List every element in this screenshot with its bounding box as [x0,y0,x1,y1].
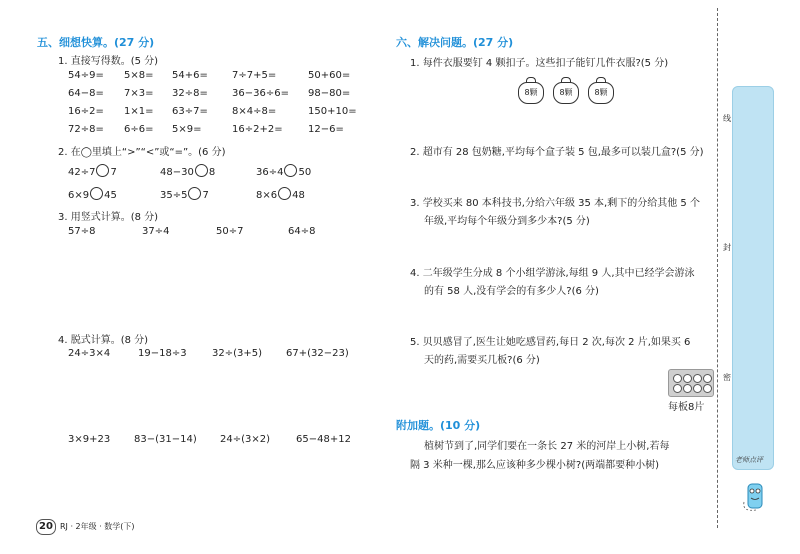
seal-label-feng: 封 [723,243,731,252]
compare-left: 42÷7 [68,167,96,178]
page-number: 20 [36,519,56,535]
step-item: 32÷(3+5) [212,348,263,359]
pill-icon [703,374,712,383]
mascot-icon [742,478,768,516]
oral-item: 98−80= [308,88,351,99]
vertical-item: 37÷4 [142,226,170,237]
step-item: 24÷3×4 [68,348,111,359]
answer-circle[interactable] [90,187,103,200]
bonus-line1: 植树节到了,同学们要在一条长 27 米的河岸上小树,若每 [424,441,670,452]
oral-item: 8×4÷8= [232,106,277,117]
oral-item: 72÷8= [68,124,104,135]
compare-right: 48 [292,190,305,201]
pill-icon [693,384,702,393]
answer-circle[interactable] [284,164,297,177]
vertical-item: 57÷8 [68,226,96,237]
problem-4-line1: 4. 二年级学生分成 8 个小组学游泳,每组 9 人,其中已经学会游泳 [410,268,695,279]
answer-circle[interactable] [96,164,109,177]
bag-label: 8颗 [594,88,608,97]
step-item: 3×9+23 [68,434,111,445]
step-item: 67+(32−23) [286,348,349,359]
step-item: 19−18÷3 [138,348,187,359]
oral-item: 32÷8= [172,88,208,99]
teacher-comment-label: 老师点评 [735,456,763,464]
oral-item: 5×9= [172,124,202,135]
pill-icon [673,384,682,393]
compare-right: 7 [202,190,209,201]
pill-icon [703,384,712,393]
oral-item: 16÷2+2= [232,124,283,135]
section-5-title: 五、细想快算。(27 分) [37,36,155,49]
compare-right: 50 [298,167,312,178]
answer-circle[interactable] [195,164,208,177]
teacher-comment-panel [732,86,774,470]
oral-item: 63÷7= [172,106,208,117]
button-bag-icon [518,82,544,104]
pill-icon [683,384,692,393]
compare-left: 6×9 [68,190,90,201]
answer-circle[interactable] [278,187,291,200]
q1-title: 1. 直接写得数。(5 分) [58,56,159,67]
problem-3-line1: 3. 学校买来 80 本科技书,分给六年级 35 本,剩下的分给其他 5 个 [410,198,700,209]
problem-2: 2. 超市有 28 包奶糖,平均每个盒子装 5 包,最多可以装几盒?(5 分) [410,147,704,158]
button-bag-icon [588,82,614,104]
oral-item: 16÷2= [68,106,104,117]
problem-1: 1. 每件衣服要钉 4 颗扣子。这些扣子能钉几件衣服?(5 分) [410,58,669,69]
compare-right: 8 [208,167,216,178]
problem-3-line2: 年级,平均每个年级分到多少本?(5 分) [424,216,590,227]
vertical-item: 64÷8 [288,226,316,237]
compare-item [256,187,305,201]
compare-left: 36÷4 [256,167,284,178]
oral-item: 5×8= [124,70,154,81]
problem-4-line2: 的有 58 人,没有学会的有多少人?(6 分) [424,286,599,297]
compare-item [68,164,117,178]
oral-item: 50+60= [308,70,351,81]
q4-title: 4. 脱式计算。(8 分) [58,335,149,346]
compare-item [68,187,117,201]
step-item: 65−48+12 [296,434,351,445]
compare-item [160,164,215,178]
problem-5-line1: 5. 贝贝感冒了,医生让她吃感冒药,每日 2 次,每次 2 片,如果买 6 [410,337,691,348]
pill-icon [673,374,682,383]
step-item: 24÷(3×2) [220,434,271,445]
bag-label: 8颗 [559,88,573,97]
pill-icon [683,374,692,383]
footer-text: RJ · 2年级 · 数学(下) [60,522,135,531]
oral-item: 7÷7+5= [232,70,277,81]
oral-item: 6÷6= [124,124,154,135]
compare-left: 8×6 [256,190,278,201]
pill-caption: 每板8片 [668,402,705,413]
answer-circle[interactable] [188,187,201,200]
compare-item [160,187,209,201]
oral-item: 36−36÷6= [232,88,289,99]
q3-title: 3. 用竖式计算。(8 分) [58,212,159,223]
compare-item [256,164,311,178]
bonus-line2: 隔 3 米种一棵,那么应该种多少棵小树?(两端都要种小树) [410,460,660,471]
vertical-item: 50÷7 [216,226,244,237]
compare-left: 35÷5 [160,190,188,201]
problem-5-line2: 天的药,需要买几板?(6 分) [424,355,540,366]
oral-item: 150+10= [308,106,357,117]
oral-item: 54÷9= [68,70,104,81]
bag-label: 8颗 [524,88,538,97]
oral-item: 12−6= [308,124,344,135]
compare-left: 48−30 [160,167,194,178]
seal-label-mi: 密 [723,373,731,382]
oral-item: 1×1= [124,106,154,117]
compare-right: 7 [110,167,117,178]
compare-right: 45 [104,190,117,201]
step-item: 83−(31−14) [134,434,197,445]
q2-title: 2. 在◯里填上“>”“<”或“=”。(6 分) [58,147,226,158]
oral-item: 64−8= [68,88,104,99]
oral-item: 7×3= [124,88,154,99]
bonus-title: 附加题。(10 分) [396,419,481,432]
button-bag-icon [553,82,579,104]
oral-item: 54+6= [172,70,208,81]
pill-icon [693,374,702,383]
seal-label-xian: 线 [723,114,731,123]
section-6-title: 六、解决问题。(27 分) [396,36,514,49]
pill-pack-icon [668,369,714,397]
fold-line [717,8,718,528]
